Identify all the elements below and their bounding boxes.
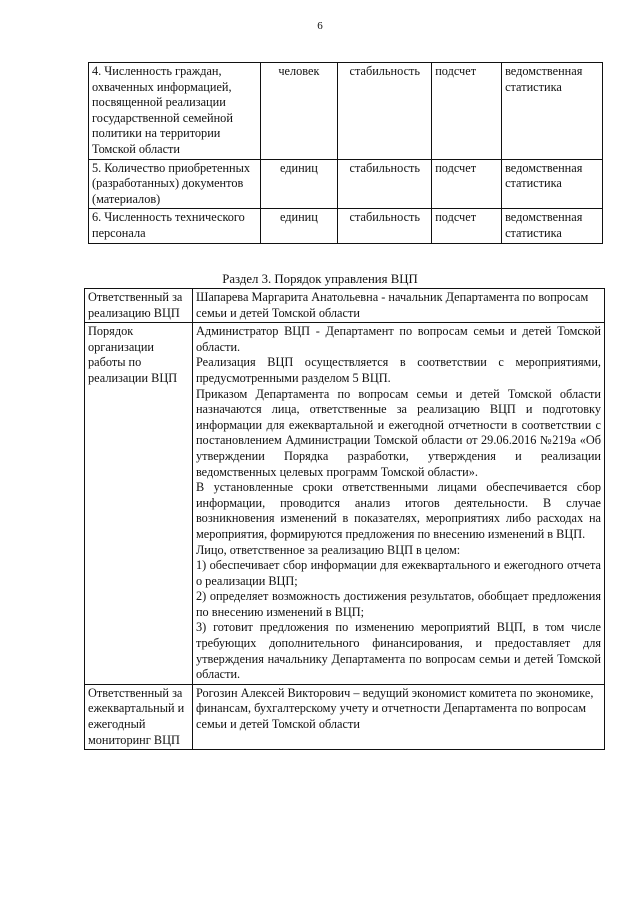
order-paragraph: 2) определяет возможность достижения результатов, обобщает предложения по внесению изменений в ВЦП; (195, 589, 601, 619)
indicator-unit: единиц (260, 159, 338, 209)
responsible-label: Ответственный за реализацию ВЦП (85, 289, 193, 323)
responsible-value (192, 289, 604, 323)
indicator-stability: стабильность (338, 159, 432, 209)
order-paragraph: 1) обеспечивает сбор информации для ежеквартального и ежегодного отчета о реализации ВЦП; (195, 558, 601, 588)
indicator-stability: стабильность (338, 209, 432, 243)
indicator-method: подсчет (432, 209, 502, 243)
order-paragraph: Администратор ВЦП - Департамент по вопросам семьи и детей Томской области. (195, 324, 601, 354)
indicator-source: ведомственная статистика (502, 63, 603, 160)
monitoring-text: Рогозин Алексей Викторович – ведущий экономист комитета по экономике, финансам, бухгалтерскому учету и отчетности Департамента по вопросам семьи и детей Томской области (195, 685, 594, 732)
order-paragraph: Приказом Департамента по вопросам семьи и детей Томской области назначаются лица, ответственные за реализацию ВЦП и подготовку информации для ежеквартальной и ежегодной отчетности в соответствии с постановлением Администрации Томской области от 29.06.2016 №219а «Об утверждении Порядка разработки, утверждения и реализации ведомственных целевых программ Томской области». (195, 386, 601, 479)
indicator-stability: стабильность (338, 63, 432, 160)
indicators-table (88, 62, 603, 244)
indicator-method: подсчет (432, 63, 502, 160)
order-content (192, 323, 604, 685)
order-paragraph: В установленные сроки ответственными лицами обеспечивается сбор информации, проводится анализ итогов деятельности. В случае возникновения изменений в показателях, мероприятиях либо расходах на мероприятия, формируются предложения по внесению изменений в ВЦП. (195, 480, 601, 541)
order-paragraph: Лицо, ответственное за реализацию ВЦП в целом: (195, 542, 461, 557)
indicator-unit: человек (260, 63, 338, 160)
table-row (89, 159, 603, 209)
table-row (85, 323, 605, 685)
table-row (89, 63, 603, 160)
table-row (85, 289, 605, 323)
table-row (89, 209, 603, 243)
indicator-name: 4. Численность граждан, охваченных информацией, посвященной реализации государственной семейной политики на территории Томской области (89, 63, 261, 160)
indicator-name: 6. Численность технического персонала (89, 209, 261, 243)
order-paragraph: 3) готовит предложения по изменению мероприятий ВЦП, в том числе требующих дополнительного финансирования, и предоставляет для утверждения начальнику Департамента по вопросам семьи и детей Томской области. (195, 620, 601, 682)
responsible-text: Шапарева Маргарита Анатольевна - начальник Департамента по вопросам семьи и детей Томской области (195, 290, 589, 320)
indicator-source: ведомственная статистика (502, 159, 603, 209)
page-number: 6 (317, 20, 323, 32)
order-label: Порядок организации работы по реализации ВЦП (85, 323, 193, 685)
monitoring-label: Ответственный за ежеквартальный и ежегодный мониторинг ВЦП (85, 684, 193, 749)
indicator-name: 5. Количество приобретенных (разработанных) документов (материалов) (89, 159, 261, 209)
monitoring-value (192, 684, 604, 749)
management-table (84, 288, 605, 750)
order-paragraph: Реализация ВЦП осуществляется в соответствии с мероприятиями, предусмотренными разделом 5 ВЦП. (195, 355, 601, 385)
indicator-method: подсчет (432, 159, 502, 209)
section-title: Раздел 3. Порядок управления ВЦП (222, 272, 418, 286)
table-row (85, 684, 605, 749)
indicator-source: ведомственная статистика (502, 209, 603, 243)
indicator-unit: единиц (260, 209, 338, 243)
